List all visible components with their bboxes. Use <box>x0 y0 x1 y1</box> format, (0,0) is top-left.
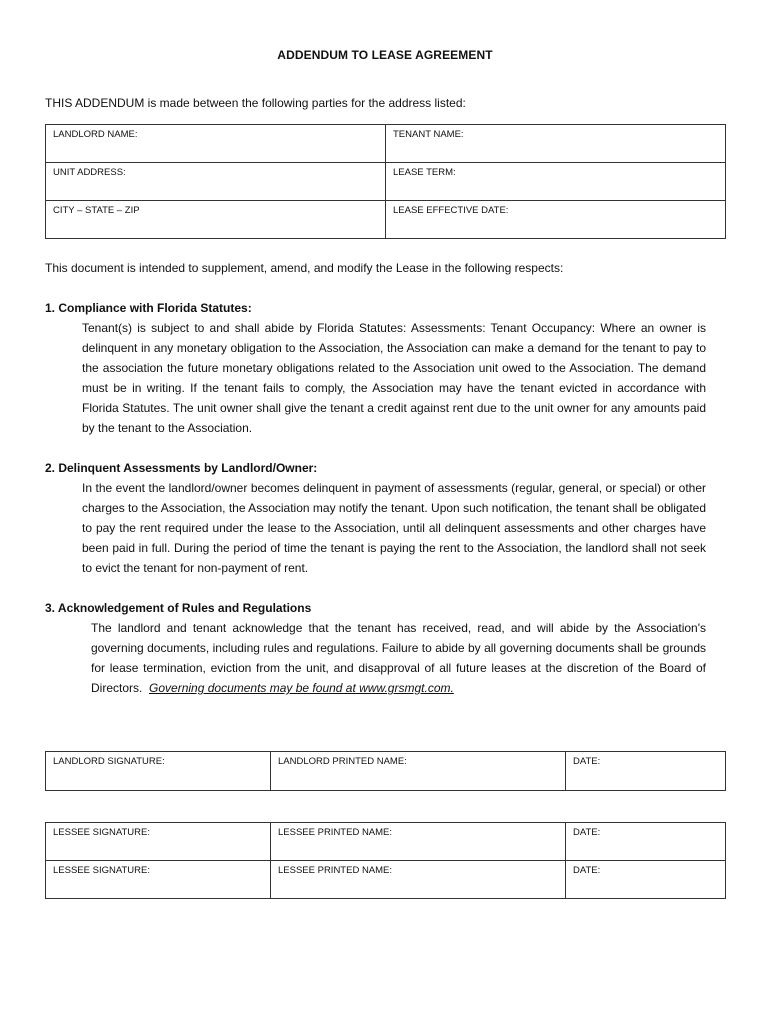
section-2-body: In the event the landlord/owner becomes delinquent in payment of assessments (regular, general, or special) or other charges to the Association, the Association may notify the tenant. Upon such notification, the tenant shall be obligated to pay the rent required under the lease to the Association, until all delinquent assessments and other charges have been paid in full. During the period of time the tenant is paying the rent to the Association, the landlord shall not seek to evict the tenant for non-payment of rent. <box>82 481 706 575</box>
lessee-signature-field[interactable]: LESSEE SIGNATURE: <box>46 823 271 861</box>
section-3-text: The landlord and tenant acknowledge that the tenant has received, read, and will abide by the Association's governing documents, including rules and regulations. Failure to abide by all governing documents shall be grounds for lease termination, eviction from the unit, and disapproval of all future leases at the discretion of the Board of Directors. <box>91 621 706 695</box>
lease-term-field[interactable]: LEASE TERM: <box>386 163 726 201</box>
parties-table <box>45 124 726 239</box>
landlord-signature-table <box>45 751 726 791</box>
section-3-body <box>91 618 706 698</box>
lessee-printed-name-field[interactable]: LESSEE PRINTED NAME: <box>271 823 566 861</box>
governing-documents-link[interactable]: Governing documents may be found at www.grsmgt.com. <box>149 681 454 695</box>
lessee-date-field[interactable]: DATE: <box>566 823 726 861</box>
lessee-date-field-2[interactable]: DATE: <box>566 861 726 899</box>
unit-address-field[interactable]: UNIT ADDRESS: <box>46 163 386 201</box>
lease-effective-date-field[interactable]: LEASE EFFECTIVE DATE: <box>386 201 726 239</box>
intro-text: THIS ADDENDUM is made between the following parties for the address listed: <box>45 96 466 110</box>
section-3-heading: 3. Acknowledgement of Rules and Regulations <box>45 601 312 615</box>
landlord-date-field[interactable]: DATE: <box>566 752 726 791</box>
table-row <box>46 823 726 861</box>
lessee-signature-field-2[interactable]: LESSEE SIGNATURE: <box>46 861 271 899</box>
landlord-name-field[interactable]: LANDLORD NAME: <box>46 125 386 163</box>
table-row <box>46 752 726 791</box>
table-row <box>46 125 726 163</box>
tenant-name-field[interactable]: TENANT NAME: <box>386 125 726 163</box>
section-1-heading: 1. Compliance with Florida Statutes: <box>45 301 252 315</box>
section-2-heading: 2. Delinquent Assessments by Landlord/Owner: <box>45 461 318 475</box>
table-row <box>46 201 726 239</box>
section-1-body: Tenant(s) is subject to and shall abide by Florida Statutes: Assessments: Tenant Occupancy: Where an owner is delinquent in any monetary obligation to the Association, the Association can make a demand for the tenant to pay to the association the future monetary obligations related to the Association unit owed to the Association. The demand must be in writing. If the tenant fails to comply, the Association may have the tenant evicted in accordance with Florida Statutes. The unit owner shall give the tenant a credit against rent due to the unit owner for any amounts paid by the tenant to the Association. <box>82 321 706 435</box>
scope-text: This document is intended to supplement, amend, and modify the Lease in the following respects: <box>45 261 564 275</box>
document-title: ADDENDUM TO LEASE AGREEMENT <box>277 48 493 62</box>
table-row <box>46 163 726 201</box>
landlord-signature-field[interactable]: LANDLORD SIGNATURE: <box>46 752 271 791</box>
lessee-printed-name-field-2[interactable]: LESSEE PRINTED NAME: <box>271 861 566 899</box>
landlord-printed-name-field[interactable]: LANDLORD PRINTED NAME: <box>271 752 566 791</box>
city-state-zip-field[interactable]: CITY – STATE – ZIP <box>46 201 386 239</box>
lessee-signature-table <box>45 822 726 899</box>
table-row <box>46 861 726 899</box>
